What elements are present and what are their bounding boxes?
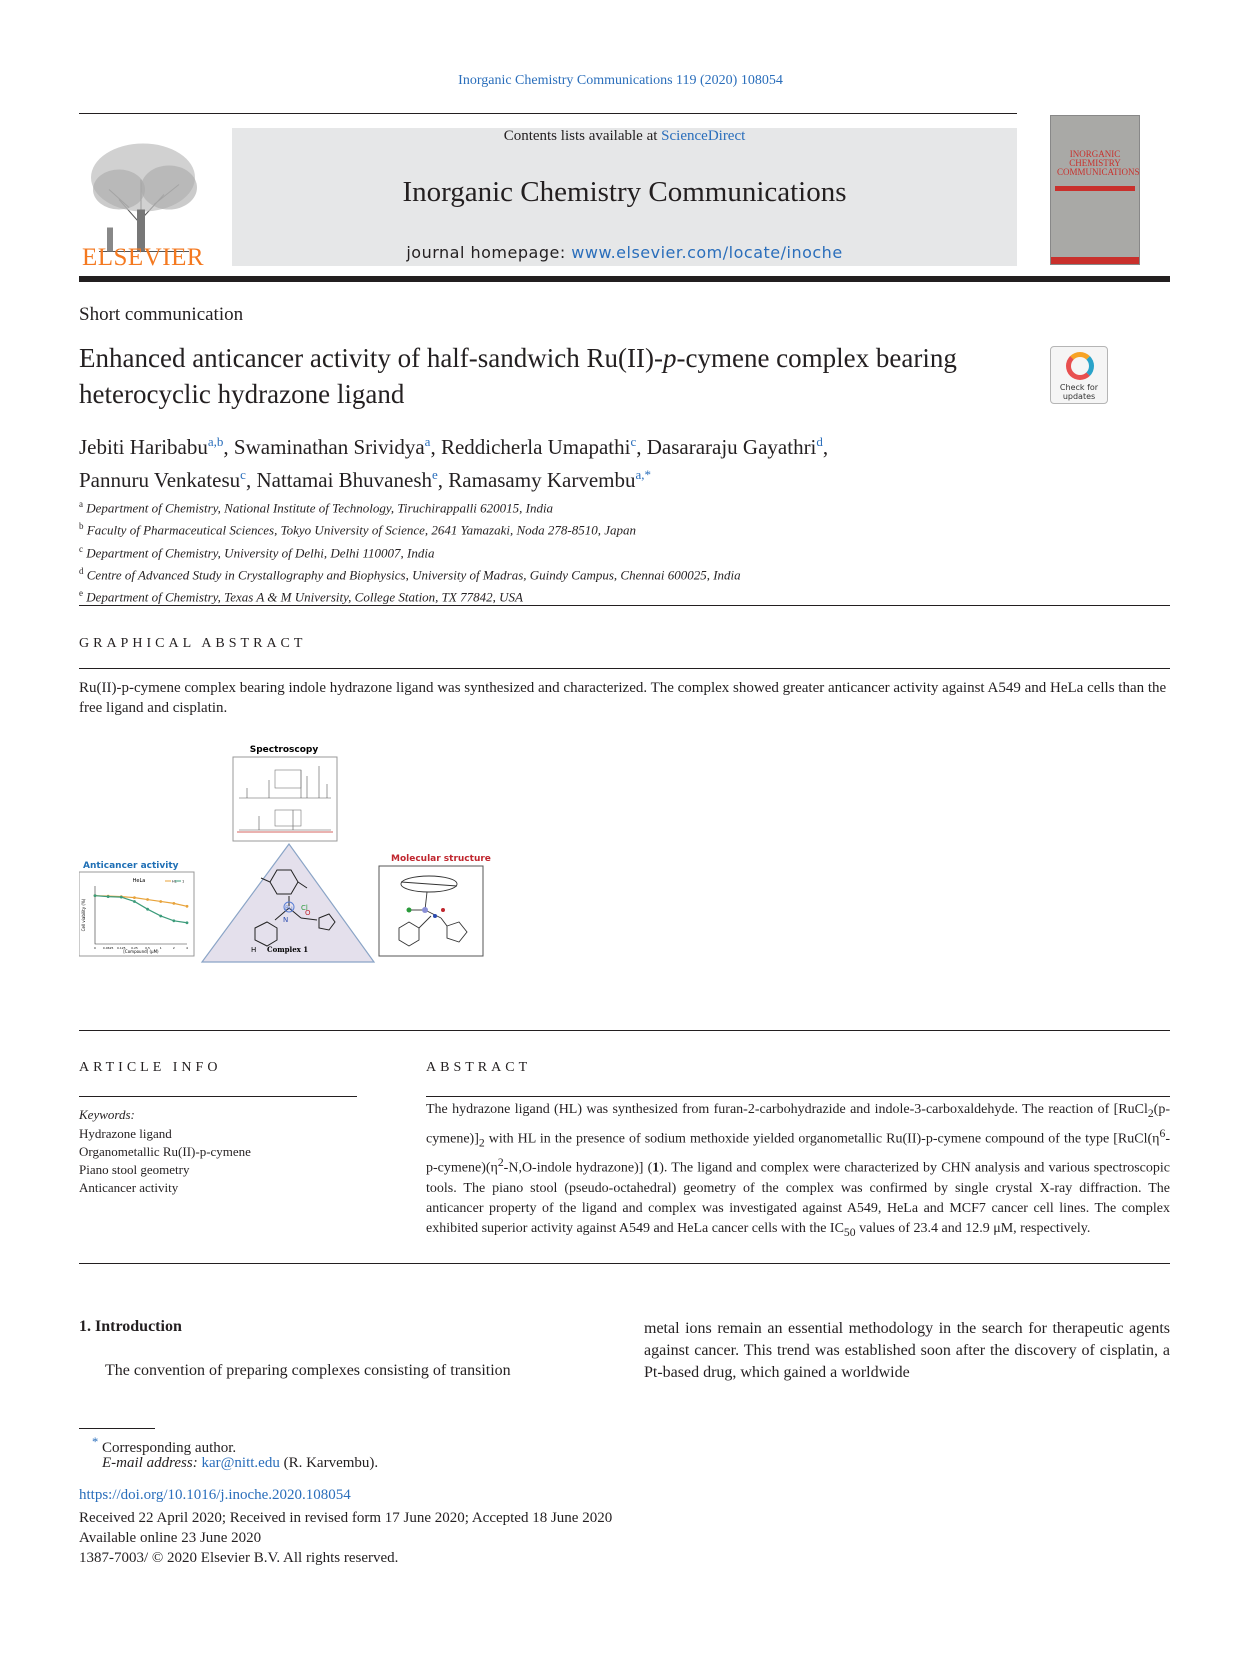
email-link[interactable]: kar@nitt.edu <box>201 1455 280 1471</box>
data-point <box>159 900 162 903</box>
affiliation: $^a$ Department of Chemistry, National Institute of Technology, Tiruchirappalli 620015, India <box>79 499 554 516</box>
corresponding-author-note: * Corresponding author. <box>92 1435 237 1456</box>
affiliation: $^d$ Centre of Advanced Study in Crystallography and Biophysics, University of Madras, Guindy Campus, Chennai 600025, India <box>79 565 741 583</box>
copyright: 1387-7003/ © 2020 Elsevier B.V. All rights reserved. <box>79 1550 399 1566</box>
chart-title: HeLa <box>132 878 146 884</box>
cover-title: INORGANIC CHEMISTRY COMMUNICATIONS <box>1057 149 1140 177</box>
o-atom-crystal <box>441 908 445 912</box>
article-info-rule <box>79 1096 357 1097</box>
author[interactable]: Dasararaju Gayathri <box>646 435 817 459</box>
affiliation: $^b$ Faculty of Pharmaceutical Sciences, Tokyo University of Science, 2641 Yamazaki, Noda 278-8510, Japan <box>79 521 637 538</box>
journal-reference[interactable]: Inorganic Chemistry Communications 119 (2020) 108054 <box>458 73 783 88</box>
introduction-left-column: The convention of preparing complexes consisting of transition <box>105 1362 511 1379</box>
chart-xlabel: [Compound] (μM) <box>123 949 159 954</box>
data-point <box>172 902 175 905</box>
graphical-abstract-figure[interactable] <box>79 740 499 1020</box>
keyword: Hydrazone ligand <box>79 1126 172 1141</box>
keyword: Piano stool geometry <box>79 1162 190 1177</box>
journal-title: Inorganic Chemistry Communications <box>402 176 847 208</box>
section-rule <box>79 668 1170 669</box>
sciencedirect-link[interactable]: ScienceDirect <box>661 128 746 144</box>
spectroscopy-panel <box>233 757 337 841</box>
data-point <box>120 896 123 899</box>
data-point <box>146 908 149 911</box>
section-rule <box>79 605 1170 606</box>
abstract-rule <box>426 1096 1170 1097</box>
cl-label: Cl <box>301 904 308 912</box>
keyword: Anticancer activity <box>79 1180 179 1195</box>
journal-homepage: journal homepage: www.elsevier.com/locate/inoche <box>406 243 843 262</box>
article-info-heading: ARTICLE INFO <box>79 1060 222 1075</box>
author[interactable]: Pannuru Venkatesu <box>79 468 241 492</box>
author[interactable]: Ramasamy Karvembu <box>448 468 636 492</box>
data-point <box>133 900 136 903</box>
contents-line: Contents lists available at ScienceDirect <box>503 128 746 144</box>
affiliation: $^c$ Department of Chemistry, University of Delhi, Delhi 110007, India <box>79 543 435 560</box>
header-thick-rule <box>79 276 1170 282</box>
complex-label: Complex 1 <box>267 945 309 954</box>
o-label: O <box>305 909 311 917</box>
journal-cover[interactable] <box>1050 115 1140 265</box>
email-note: E-mail address: kar@nitt.edu (R. Karvembu). <box>102 1455 379 1471</box>
spectroscopy-label: Spectroscopy <box>249 745 319 755</box>
keyword: Organometallic Ru(II)-p-cymene <box>79 1144 251 1159</box>
data-point <box>94 894 97 897</box>
affiliation: $^e$ Department of Chemistry, Texas A & M University, College Station, TX 77842, USA <box>79 588 523 605</box>
author-list: Jebiti Haribabu$^{a,b}$, Swaminathan Srividya$^a$, Reddicherla Umapathi$^c$, Dasararaju Gayathri$^d$, Pannuru Venkatesu$^c$, Nattamai Bhuvanesh$^e$, Ramasamy Karvembu$^{a,*}$ <box>79 434 829 492</box>
keywords-label: Keywords: <box>79 1107 135 1122</box>
legend-label: HL <box>172 879 177 884</box>
section-rule <box>79 1263 1170 1264</box>
author[interactable]: Reddicherla Umapathi <box>440 435 631 459</box>
affiliations <box>79 495 1079 607</box>
check-updates-icon <box>1066 352 1094 380</box>
x-tick-label: 0.125 <box>116 946 126 950</box>
cover-red-bar <box>1055 186 1135 191</box>
data-point <box>186 905 189 908</box>
anticancer-chart-panel <box>79 872 194 956</box>
data-point <box>186 921 189 924</box>
chart-ylabel: Cell viability (%) <box>81 898 86 932</box>
abstract-text: The hydrazone ligand (HL) was synthesized from furan-2-carbohydrazide and indole-3-carboxaldehyde. The reaction of $[RuCl_2(p-cymene)]_2$ with HL in the presence of sodium methoxide yielded organometallic Ru(II)-p-cymene compound of the type [$RuCl(\eta^6-p-cymene)(\eta^2-N,O$-indole hydrazone)] (1). The ligand and complex were characterized by CHN analysis and various spectroscopic tools. The piano stool (pseudo-octahedral) geometry of the complex was confirmed by single crystal X-ray diffraction. The anticancer property of the ligand and complex was investigated against A549, HeLa and MCF7 cancer cell lines. The complex exhibited superior activity against A549 and HeLa cancer cells with the $IC_{50}$ values of 23.4 and 12.9 μM, respectively. <box>426 1102 1170 1239</box>
check-updates-label: Check for updates <box>1059 383 1099 401</box>
section-rule <box>79 1030 1170 1031</box>
check-for-updates-button[interactable] <box>1050 346 1108 404</box>
homepage-link[interactable]: www.elsevier.com/locate/inoche <box>571 243 843 262</box>
data-point <box>133 896 136 899</box>
author[interactable]: Nattamai Bhuvanesh <box>256 468 432 492</box>
doi-link[interactable]: https://doi.org/10.1016/j.inoche.2020.108054 <box>79 1487 351 1503</box>
footnote-rule <box>79 1428 155 1429</box>
data-point <box>107 895 110 898</box>
online-date: Available online 23 June 2020 <box>79 1530 262 1546</box>
keyword-list <box>79 1125 251 1197</box>
x-tick-label: 0 <box>94 946 96 950</box>
molecular-structure-panel <box>379 866 483 956</box>
n-atom-crystal <box>433 914 437 918</box>
legend-label: 1 <box>182 879 185 884</box>
top-rule <box>79 113 1017 114</box>
introduction-heading: 1. Introduction <box>79 1318 182 1335</box>
abstract-heading: ABSTRACT <box>426 1060 532 1075</box>
cover-bottom-bar <box>1051 257 1139 264</box>
article-type: Short communication <box>79 304 244 325</box>
received-dates: Received 22 April 2020; Received in revised form 17 June 2020; Accepted 18 June 2020 <box>79 1510 613 1526</box>
author[interactable]: Swaminathan Srividya <box>233 435 425 459</box>
data-point <box>172 919 175 922</box>
ru-atom-crystal <box>422 907 428 913</box>
author[interactable]: Jebiti Haribabu <box>79 435 208 459</box>
h-label: H <box>251 946 257 954</box>
ru-label: Ru <box>285 905 293 912</box>
graphical-abstract-text: Ru(II)-p-cymene complex bearing indole hydrazone ligand was synthesized and characterized. The complex showed greater anticancer activity against A549 and HeLa cells than the free ligand and cisplatin. <box>79 680 1167 716</box>
introduction-right-column: metal ions remain an essential methodology in the search for therapeutic agents against cancer. This trend was established soon after the discovery of cisplatin, a Pt-based drug, which gained a worldwide <box>644 1320 1170 1381</box>
cl-atom-crystal <box>407 908 412 913</box>
x-tick-label: 4 <box>186 946 188 950</box>
x-tick-label: 0.25 <box>131 946 138 950</box>
anticancer-label: Anticancer activity <box>83 861 179 871</box>
x-tick-label: 0.0625 <box>102 946 114 950</box>
x-tick-label: 0.5 <box>145 946 150 950</box>
article-title: Enhanced anticancer activity of half-sandwich Ru(II)-p-cymene complex bearing heterocyclic hydrazone ligand <box>79 343 957 409</box>
elsevier-wordmark[interactable]: ELSEVIER <box>81 244 205 271</box>
x-tick-label: 2 <box>172 946 175 950</box>
data-point <box>159 915 162 918</box>
molecular-structure-label: Molecular structure <box>391 854 491 864</box>
data-point <box>146 898 149 901</box>
x-tick-label: 1 <box>159 946 162 950</box>
graphical-abstract-heading: GRAPHICAL ABSTRACT <box>79 636 307 651</box>
n-label: N <box>283 916 289 924</box>
article-dates <box>79 1508 612 1568</box>
